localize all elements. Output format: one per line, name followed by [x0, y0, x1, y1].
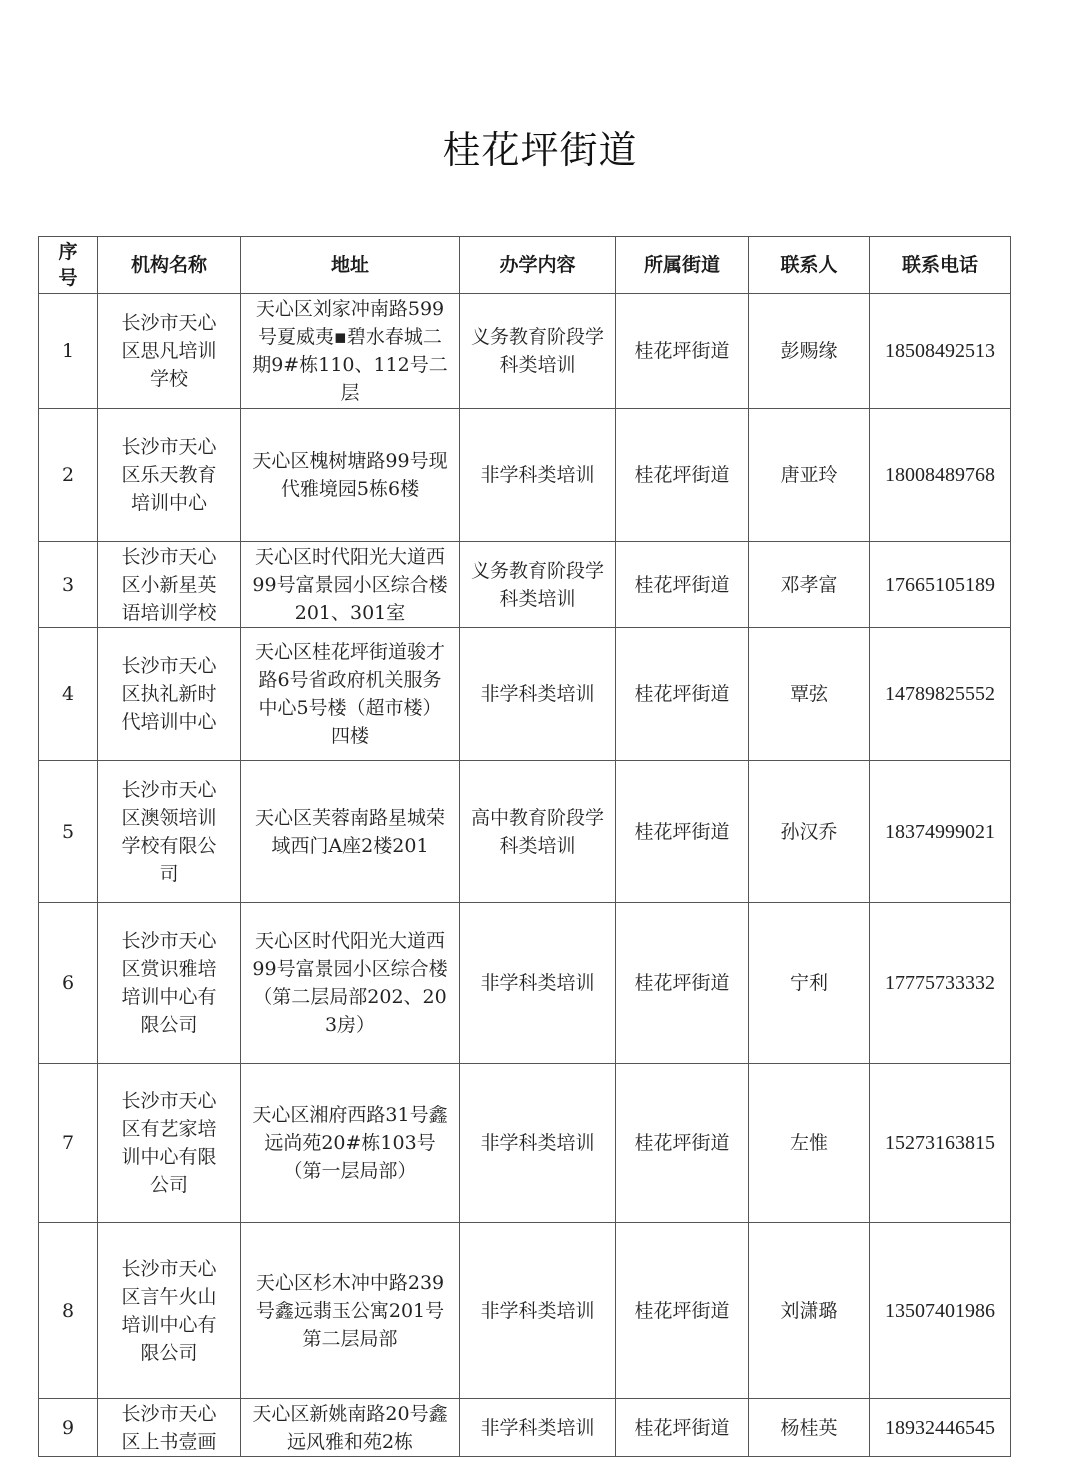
cell-street: 桂花坪街道 — [616, 628, 749, 761]
table-row — [39, 1064, 1011, 1223]
cell-address: 天心区桂花坪街道骏才路6号省政府机关服务中心5号楼（超市楼）四楼 — [241, 628, 460, 761]
cell-street: 桂花坪街道 — [616, 294, 749, 409]
table-row — [39, 409, 1011, 542]
cell-seq: 7 — [39, 1064, 98, 1223]
cell-org-name: 长沙市天心区执礼新时代培训中心 — [98, 628, 241, 761]
cell-contact: 邓孝富 — [749, 542, 870, 628]
table-row — [39, 628, 1011, 761]
cell-org-name: 长沙市天心区有艺家培训中心有限公司 — [98, 1064, 241, 1223]
cell-phone: 18932446545 — [870, 1399, 1011, 1457]
cell-content: 高中教育阶段学科类培训 — [460, 761, 616, 903]
cell-phone: 18374999021 — [870, 761, 1011, 903]
cell-street: 桂花坪街道 — [616, 761, 749, 903]
cell-address: 天心区时代阳光大道西99号富景园小区综合楼（第二层局部202、203房） — [241, 903, 460, 1064]
table-row — [39, 542, 1011, 628]
cell-address: 天心区湘府西路31号鑫远尚苑20#栋103号（第一层局部） — [241, 1064, 460, 1223]
cell-phone: 15273163815 — [870, 1064, 1011, 1223]
cell-org-name: 长沙市天心区小新星英语培训学校 — [98, 542, 241, 628]
cell-contact: 刘潇璐 — [749, 1223, 870, 1399]
cell-content: 非学科类培训 — [460, 1223, 616, 1399]
table-row — [39, 294, 1011, 409]
header-street: 所属街道 — [616, 237, 749, 294]
cell-phone: 17775733332 — [870, 903, 1011, 1064]
cell-contact: 宁利 — [749, 903, 870, 1064]
header-content: 办学内容 — [460, 237, 616, 294]
table-row — [39, 1399, 1011, 1457]
cell-street: 桂花坪街道 — [616, 542, 749, 628]
cell-content: 非学科类培训 — [460, 628, 616, 761]
header-contact: 联系人 — [749, 237, 870, 294]
cell-org-name: 长沙市天心区思凡培训学校 — [98, 294, 241, 409]
cell-address: 天心区时代阳光大道西99号富景园小区综合楼201、301室 — [241, 542, 460, 628]
training-institutions-table — [38, 236, 1011, 1457]
cell-org-name: 长沙市天心区言午火山培训中心有限公司 — [98, 1223, 241, 1399]
cell-contact: 彭赐缘 — [749, 294, 870, 409]
cell-phone: 13507401986 — [870, 1223, 1011, 1399]
cell-phone: 18508492513 — [870, 294, 1011, 409]
cell-seq: 8 — [39, 1223, 98, 1399]
cell-seq: 9 — [39, 1399, 98, 1457]
cell-street: 桂花坪街道 — [616, 1223, 749, 1399]
table-row — [39, 761, 1011, 903]
header-address: 地址 — [241, 237, 460, 294]
cell-seq: 4 — [39, 628, 98, 761]
page-title: 桂花坪街道 — [442, 128, 638, 172]
cell-content: 非学科类培训 — [460, 903, 616, 1064]
cell-content: 义务教育阶段学科类培训 — [460, 294, 616, 409]
table-header-row — [39, 237, 1011, 294]
cell-content: 非学科类培训 — [460, 409, 616, 542]
cell-phone: 14789825552 — [870, 628, 1011, 761]
cell-phone: 17665105189 — [870, 542, 1011, 628]
cell-address: 天心区新姚南路20号鑫远风雅和苑2栋 — [241, 1399, 460, 1457]
cell-street: 桂花坪街道 — [616, 903, 749, 1064]
cell-org-name: 长沙市天心区乐天教育培训中心 — [98, 409, 241, 542]
cell-org-name: 长沙市天心区澳领培训学校有限公司 — [98, 761, 241, 903]
cell-address: 天心区芙蓉南路星城荣域西门A座2楼201 — [241, 761, 460, 903]
cell-seq: 3 — [39, 542, 98, 628]
cell-seq: 6 — [39, 903, 98, 1064]
cell-contact: 孙汉乔 — [749, 761, 870, 903]
header-phone: 联系电话 — [870, 237, 1011, 294]
cell-contact: 覃弦 — [749, 628, 870, 761]
cell-contact: 杨桂英 — [749, 1399, 870, 1457]
cell-contact: 左惟 — [749, 1064, 870, 1223]
cell-street: 桂花坪街道 — [616, 1064, 749, 1223]
cell-street: 桂花坪街道 — [616, 409, 749, 542]
cell-street: 桂花坪街道 — [616, 1399, 749, 1457]
cell-content: 非学科类培训 — [460, 1399, 616, 1457]
cell-address: 天心区刘家冲南路599号夏威夷▪碧水春城二期9#栋110、112号二层 — [241, 294, 460, 409]
header-seq: 序号 — [39, 237, 98, 294]
cell-phone: 18008489768 — [870, 409, 1011, 542]
cell-seq: 1 — [39, 294, 98, 409]
cell-content: 义务教育阶段学科类培训 — [460, 542, 616, 628]
cell-contact: 唐亚玲 — [749, 409, 870, 542]
table-row — [39, 1223, 1011, 1399]
cell-org-name: 长沙市天心区赏识雅培培训中心有限公司 — [98, 903, 241, 1064]
cell-seq: 5 — [39, 761, 98, 903]
header-org-name: 机构名称 — [98, 237, 241, 294]
cell-org-name: 长沙市天心区上书壹画 — [98, 1399, 241, 1457]
cell-address: 天心区杉木冲中路239号鑫远翡玉公寓201号第二层局部 — [241, 1223, 460, 1399]
cell-seq: 2 — [39, 409, 98, 542]
cell-content: 非学科类培训 — [460, 1064, 616, 1223]
cell-address: 天心区槐树塘路99号现代雅境园5栋6楼 — [241, 409, 460, 542]
table-row — [39, 903, 1011, 1064]
